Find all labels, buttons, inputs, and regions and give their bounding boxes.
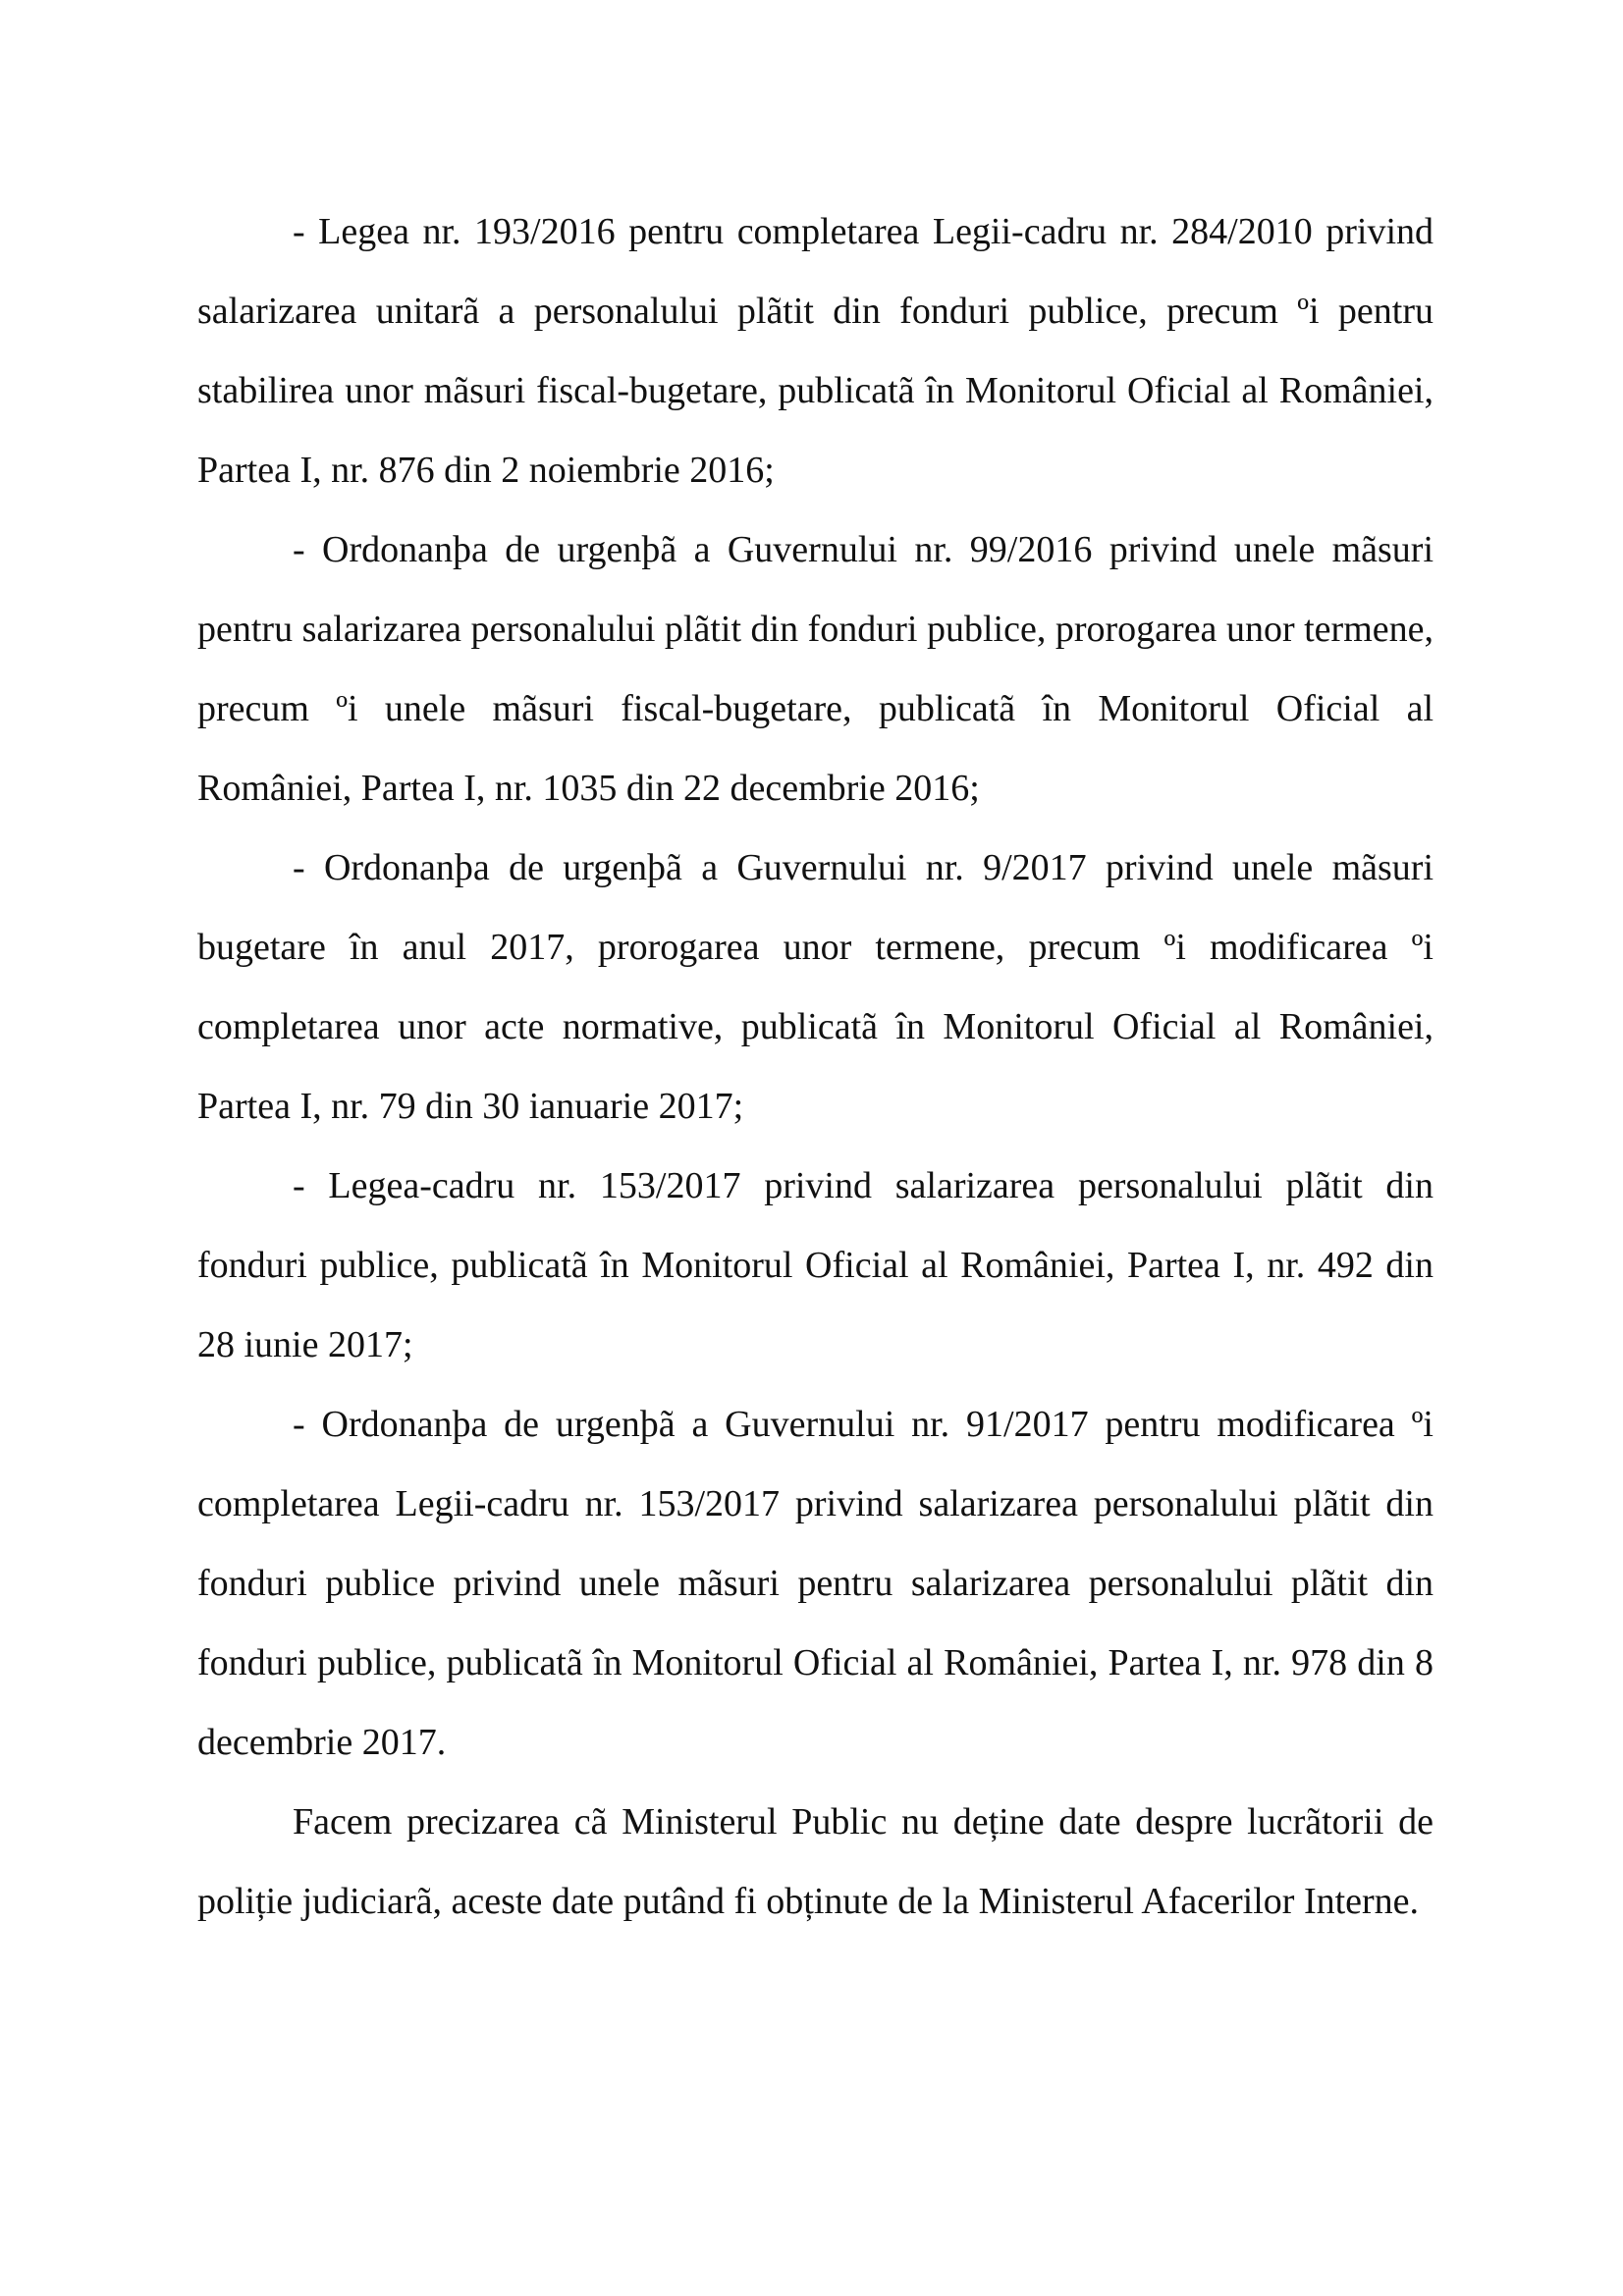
paragraph-legea-cadru-153-2017: - Legea-cadru nr. 153/2017 privind salarizarea personalului plãtit din fonduri publice, publicatã în Monitorul Oficial al României, Partea I, nr. 492 din 28 iunie 2017; <box>197 1165 1434 1365</box>
paragraph-precizare: Facem precizarea cã Ministerul Public nu deține date despre lucrãtorii de poliție judiciarã, aceste date putând fi obținute de la Ministerul Afacerilor Interne. <box>197 1801 1434 1922</box>
paragraph-legea-193-2016: - Legea nr. 193/2016 pentru completarea Legii-cadru nr. 284/2010 privind salarizarea unitarã a personalului plãtit din fonduri publice, precum ºi pentru stabilirea unor mãsuri fiscal-bugetare, publicatã în Monitorul Oficial al României, Partea I, nr. 876 din 2 noiembrie 2016; <box>197 211 1434 491</box>
document-page <box>197 192 1434 1942</box>
paragraph-oug-9-2017: - Ordonanþa de urgenþã a Guvernului nr. 9/2017 privind unele mãsuri bugetare în anul 2017, prorogarea unor termene, precum ºi modificarea ºi completarea unor acte normative, publicatã în Monitorul Oficial al României, Partea I, nr. 79 din 30 ianuarie 2017; <box>197 847 1434 1127</box>
paragraph-oug-91-2017: - Ordonanþa de urgenþã a Guvernului nr. 91/2017 pentru modificarea ºi completarea Legii-cadru nr. 153/2017 privind salarizarea personalului plãtit din fonduri publice privind unele mãsuri pentru salarizarea personalului plãtit din fonduri publice, publicatã în Monitorul Oficial al României, Partea I, nr. 978 din 8 decembrie 2017. <box>197 1404 1434 1763</box>
paragraph-oug-99-2016: - Ordonanþa de urgenþã a Guvernului nr. 99/2016 privind unele mãsuri pentru salarizarea personalului plãtit din fonduri publice, prorogarea unor termene, precum ºi unele mãsuri fiscal-bugetare, publicatã în Monitorul Oficial al României, Partea I, nr. 1035 din 22 decembrie 2016; <box>197 529 1434 809</box>
